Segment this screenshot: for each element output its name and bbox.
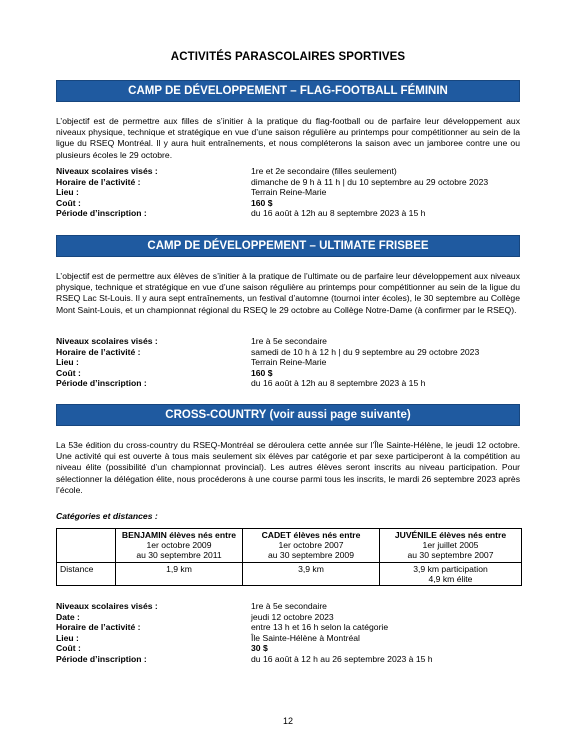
section-description-ultimate-frisbee: L’objectif est de permettre aux élèves de s’initier à la pratique de l’ultimate ou de parfaire leur développement aux niveaux physique, technique et stratégique en vue d’une saison régulière au printemps pour compétitionner au sein de la ligue du RSEQ Lac St-Louis. Il y aura sept entraînements, un festival d’automne (tournoi inter écoles), le 30 septembre au Collège Mont Saint-Louis, et un championnat régional du RSEQ le 29 octobre au Collège Notre-Dame (à confirmer par le RSEQ).: [56, 271, 520, 315]
table-cell-benjamin: [116, 529, 243, 563]
detail-label: Coût :: [56, 367, 81, 378]
category-name: BENJAMIN élèves nés entre: [121, 530, 237, 540]
category-date-from: 1er octobre 2007: [278, 540, 344, 551]
detail-label: Lieu :: [56, 357, 79, 368]
detail-value: du 16 août à 12h au 8 septembre 2023 à 15 h: [251, 208, 426, 219]
distance-cadet: 3,9 km: [243, 562, 380, 585]
detail-value: 1re et 2e secondaire (filles seulement): [251, 166, 397, 176]
detail-row: [56, 622, 536, 633]
table-cell-cadet: [243, 529, 380, 563]
detail-row: [56, 654, 536, 665]
detail-row: [56, 368, 536, 379]
table-row: [57, 562, 522, 585]
detail-label: Niveaux scolaires visés :: [56, 166, 158, 176]
category-date-to: au 30 septembre 2011: [136, 550, 222, 561]
detail-value: Terrain Reine-Marie: [251, 187, 327, 198]
detail-value: 160 $: [251, 197, 273, 208]
detail-label: Date :: [56, 611, 80, 622]
detail-row: [56, 208, 536, 219]
detail-row: [56, 198, 536, 209]
detail-row: [56, 378, 536, 389]
section-banner-cross-country: CROSS-COUNTRY (voir aussi page suivante): [56, 404, 520, 426]
detail-label: Lieu :: [56, 187, 79, 198]
table-cell-empty: [57, 529, 116, 563]
detail-row: [56, 347, 536, 358]
detail-row: [56, 601, 536, 612]
detail-value: dimanche de 9 h à 11 h | du 10 septembre au 29 octobre 2023: [251, 176, 489, 187]
category-date-to: au 30 septembre 2009: [267, 550, 354, 561]
section-banner-flag-football: CAMP DE DÉVELOPPEMENT – FLAG-FOOTBALL FÉMININ: [56, 80, 520, 102]
distance-juvenile-participation: 3,9 km participation: [413, 563, 488, 574]
detail-row: [56, 187, 536, 198]
detail-value: jeudi 12 octobre 2023: [251, 611, 334, 622]
category-date-to: au 30 septembre 2007: [407, 550, 494, 561]
detail-row: [56, 166, 536, 177]
detail-label: Coût :: [56, 643, 81, 654]
distance-juvenile: [380, 562, 522, 585]
categories-title: Catégories et distances :: [56, 511, 158, 521]
detail-label: Lieu :: [56, 632, 79, 643]
detail-value: 1re à 5e secondaire: [251, 601, 327, 611]
detail-row: [56, 633, 536, 644]
detail-label: Période d’inscription :: [56, 378, 147, 389]
detail-value: Île Sainte-Hélène à Montréal: [251, 632, 360, 643]
detail-label: Niveaux scolaires visés :: [56, 336, 158, 346]
detail-label: Période d’inscription :: [56, 653, 147, 664]
detail-label: Horaire de l’activité :: [56, 176, 141, 187]
detail-row: [56, 612, 536, 623]
detail-label: Horaire de l’activité :: [56, 346, 141, 357]
detail-value: du 16 août à 12h au 8 septembre 2023 à 15 h: [251, 378, 426, 389]
detail-label: Période d’inscription :: [56, 208, 147, 219]
row-label-distance: Distance: [57, 562, 116, 585]
page-title: ACTIVITÉS PARASCOLAIRES SPORTIVES: [170, 51, 406, 63]
category-name: JUVÉNILE élèves nés entre: [394, 530, 507, 540]
category-name: CADET élèves nés entre: [261, 530, 361, 540]
detail-label: Coût :: [56, 197, 81, 208]
detail-value: 30 $: [251, 643, 268, 654]
detail-value: 160 $: [251, 367, 273, 378]
categories-table: [56, 528, 522, 586]
detail-value: entre 13 h et 16 h selon la catégorie: [251, 622, 389, 633]
section-banner-ultimate-frisbee: CAMP DE DÉVELOPPEMENT – ULTIMATE FRISBEE: [56, 235, 520, 257]
detail-label: Niveaux scolaires visés :: [56, 601, 158, 611]
page-number: 12: [282, 716, 293, 726]
detail-row: [56, 336, 536, 347]
table-cell-juvenile: [380, 529, 522, 563]
category-date-from: 1er juillet 2005: [422, 540, 479, 551]
detail-value: 1re à 5e secondaire: [251, 336, 327, 346]
detail-value: du 16 août à 12 h au 26 septembre 2023 à 15 h: [251, 653, 433, 664]
detail-value: Terrain Reine-Marie: [251, 357, 327, 368]
section-description-cross-country: La 53e édition du cross-country du RSEQ-Montréal se déroulera cette année sur l’Île Sainte-Hélène, le jeudi 12 octobre. Une activité qui est ouverte à tous mais seulement six élèves par catégorie et par sexe participeront à la compétition au niveau élite (possibilité d’un championnat provincial). Les autres élèves seront inscrits au niveau participation. Pour sélectionner la délégation élite, nous procéderons à une course parmi tous les inscrits, le mardi 26 septembre 2023 après l’école.: [56, 440, 520, 495]
detail-row: [56, 177, 536, 188]
detail-label: Horaire de l’activité :: [56, 622, 141, 633]
section-details-flag-football: [56, 166, 536, 219]
detail-row: [56, 357, 536, 368]
table-row: [57, 529, 522, 563]
distance-juvenile-elite: 4,9 km élite: [428, 573, 473, 584]
distance-benjamin: 1,9 km: [116, 562, 243, 585]
detail-row: [56, 643, 536, 654]
section-details-cross-country: [56, 601, 536, 665]
category-date-from: 1er octobre 2009: [146, 540, 212, 551]
section-details-ultimate-frisbee: [56, 336, 536, 389]
section-description-flag-football: L’objectif est de permettre aux filles de s’initier à la pratique du flag-football ou de parfaire leur développement aux niveaux physique, technique et stratégique en vue d’une saison régulière au printemps pour compétitionner au sein de la ligue du RSEQ Montréal. Il y aura huit entraînements, et nous compléterons la saison avec un jamboree contre une ou plusieurs écoles le 29 octobre.: [56, 116, 520, 160]
detail-value: samedi de 10 h à 12 h | du 9 septembre au 29 octobre 2023: [251, 346, 480, 357]
